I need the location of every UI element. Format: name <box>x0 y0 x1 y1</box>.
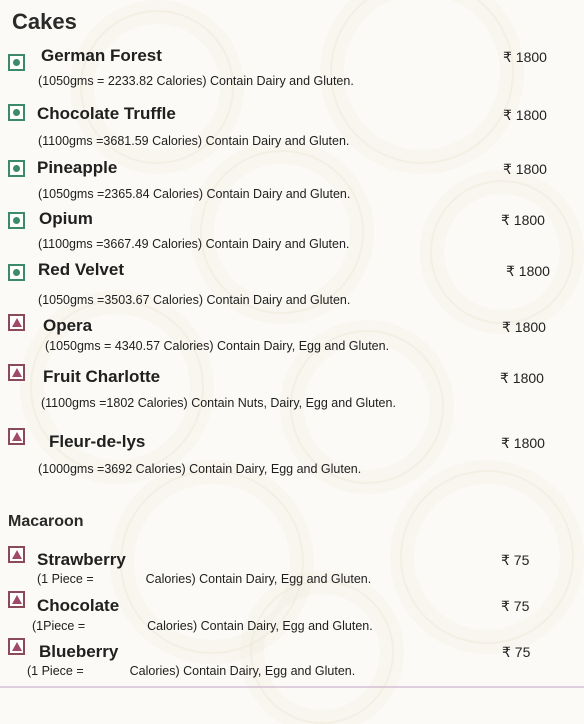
desc-details: Calories) Contain Dairy, Egg and Gluten. <box>147 619 373 633</box>
item-price: ₹ 1800 <box>500 370 544 386</box>
item-description: (1050gms =3503.67 Calories) Contain Dairy and Gluten. <box>38 293 351 307</box>
veg-indicator-icon <box>8 160 25 177</box>
item-description: (1050gms =2365.84 Calories) Contain Dairy and Gluten. <box>38 187 351 201</box>
section-title-macaroon: Macaroon <box>8 513 84 530</box>
item-description: (1100gms =1802 Calories) Contain Nuts, Dairy, Egg and Gluten. <box>41 396 396 410</box>
item-price: ₹ 1800 <box>503 161 547 177</box>
non-veg-indicator-icon <box>8 364 25 381</box>
item-name: Chocolate Truffle <box>37 104 176 123</box>
non-veg-indicator-icon <box>8 428 25 445</box>
non-veg-indicator-icon <box>8 638 25 655</box>
item-description: (1050gms = 2233.82 Calories) Contain Dairy and Gluten. <box>38 74 354 88</box>
item-price: ₹ 1800 <box>502 319 546 335</box>
item-name: Opera <box>43 316 93 335</box>
item-name: Fleur-de-lys <box>49 432 146 451</box>
veg-indicator-icon <box>8 212 25 229</box>
item-description: (1000gms =3692 Calories) Contain Dairy, Egg and Gluten. <box>38 462 362 476</box>
item-description: (1050gms = 4340.57 Calories) Contain Dairy, Egg and Gluten. <box>45 339 390 353</box>
non-veg-indicator-icon <box>8 546 25 563</box>
item-description <box>32 619 373 633</box>
item-price: ₹ 1800 <box>501 212 545 228</box>
desc-portion: (1 Piece = <box>37 572 94 586</box>
item-price: ₹ 75 <box>501 552 530 568</box>
item-name: Red Velvet <box>38 260 124 279</box>
desc-details: Calories) Contain Dairy, Egg and Gluten. <box>129 664 356 678</box>
bottom-divider <box>0 686 584 688</box>
desc-portion: (1Piece = <box>32 619 86 633</box>
item-price: ₹ 1800 <box>503 49 547 65</box>
item-description <box>37 572 371 586</box>
veg-indicator-icon <box>8 54 25 71</box>
item-price: ₹ 75 <box>502 644 531 660</box>
item-name: Fruit Charlotte <box>43 367 161 386</box>
item-description: (1100gms =3681.59 Calories) Contain Dairy and Gluten. <box>38 134 350 148</box>
veg-indicator-icon <box>8 104 25 121</box>
item-price: ₹ 1800 <box>506 263 550 279</box>
item-name: German Forest <box>41 46 162 65</box>
item-description: (1100gms =3667.49 Calories) Contain Dairy and Gluten. <box>38 237 350 251</box>
desc-details: Calories) Contain Dairy, Egg and Gluten. <box>145 572 372 586</box>
item-name: Chocolate <box>37 596 120 615</box>
item-name: Blueberry <box>39 642 119 661</box>
item-name: Opium <box>39 209 93 228</box>
desc-portion: (1 Piece = <box>27 664 84 678</box>
non-veg-indicator-icon <box>8 314 25 331</box>
section-title-cakes: Cakes <box>12 9 77 34</box>
non-veg-indicator-icon <box>8 591 25 608</box>
item-price: ₹ 75 <box>501 598 530 614</box>
item-price: ₹ 1800 <box>501 435 545 451</box>
item-description <box>27 664 355 678</box>
item-name: Pineapple <box>37 158 118 177</box>
item-name: Strawberry <box>37 550 126 569</box>
veg-indicator-icon <box>8 264 25 281</box>
item-price: ₹ 1800 <box>503 107 547 123</box>
